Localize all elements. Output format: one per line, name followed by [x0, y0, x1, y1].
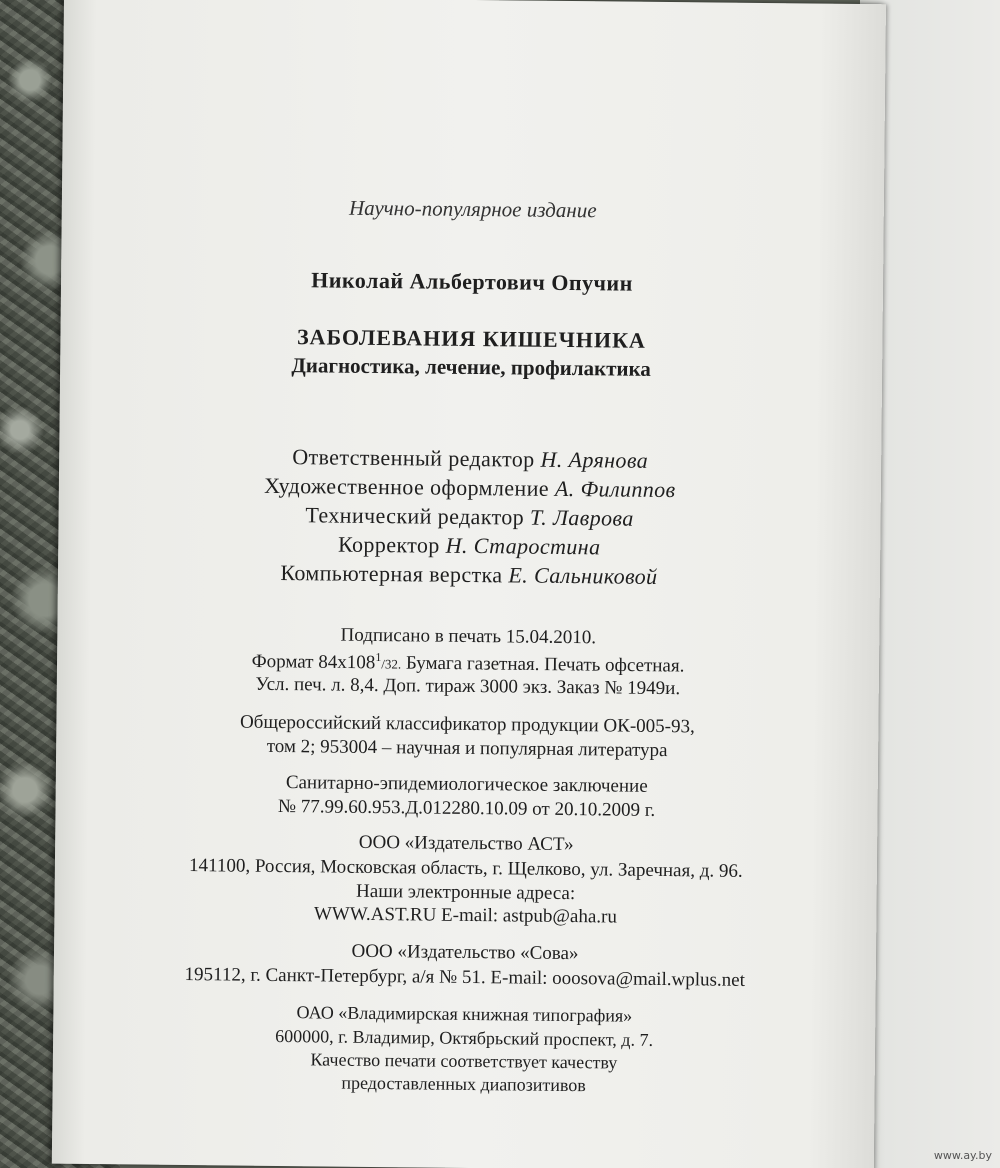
credit-name: Е. Сальниковой	[508, 562, 658, 589]
format-prefix: Формат 84х108	[251, 651, 376, 674]
sanitary-line2: № 77.99.60.953.Д.012280.10.09 от 20.10.2009 г.	[277, 795, 656, 821]
credit-role: Ответственный редактор	[292, 444, 535, 472]
credit-artist	[59, 473, 881, 504]
book-title: ЗАБОЛЕВАНИЯ КИШЕЧНИКА	[296, 324, 647, 353]
credit-name: А. Филиппов	[554, 475, 676, 503]
credit-name: Н. Арянова	[540, 446, 649, 473]
printer-address: 600000, г. Владимир, Октябрьский проспект, д. 7.	[275, 1025, 654, 1050]
publisher-sova-address: 195112, г. Санкт-Петербург, а/я № 51. E-mail: ooosova@mail.wplus.net	[184, 964, 746, 991]
credit-name: Т. Лаврова	[529, 504, 634, 531]
credit-role: Художественное оформление	[264, 472, 550, 501]
print-quality-line1: Качество печати соответствует качеству	[310, 1049, 618, 1073]
publisher-ast-emails-label: Наши электронные адреса:	[355, 880, 576, 905]
credit-editor	[59, 444, 881, 475]
imprint-content	[64, 0, 886, 1096]
book-subtitle: Диагностика, лечение, профилактика	[291, 353, 651, 381]
format-sup: 1	[375, 649, 382, 665]
credit-name: Н. Старостина	[445, 532, 601, 560]
publisher-ast-name: ООО «Издательство АСТ»	[358, 831, 574, 856]
classifier-line2: том 2; 953004 – научная и популярная литература	[266, 735, 668, 762]
watermark-text: www.ay.by	[933, 1149, 992, 1162]
publisher-sova-name: ООО «Издательство «Сова»	[351, 940, 579, 965]
author-name: Николай Альбертович Опучин	[311, 267, 634, 296]
book-page	[52, 0, 886, 1168]
credit-role: Компьютерная верстка	[280, 559, 503, 588]
publisher-ast-web: WWW.AST.RU E-mail: astpub@aha.ru	[313, 903, 617, 928]
credit-tech-editor	[58, 502, 880, 533]
printer-name: ОАО «Владимирская книжная типография»	[296, 1002, 633, 1026]
credit-layout	[58, 560, 880, 591]
signed-date: Подписано в печать 15.04.2010.	[340, 624, 597, 649]
format-rest: Бумага газетная. Печать офсетная.	[401, 652, 685, 677]
print-quality-line2: предоставленных диапозитивов	[341, 1072, 586, 1096]
credit-proofreader	[58, 531, 880, 562]
sanitary-line1: Санитарно-эпидемиологическое заключение	[285, 772, 648, 797]
classifier-line1: Общероссийский классификатор продукции ОК-005-93,	[239, 711, 695, 738]
edition-type: Научно-популярное издание	[348, 195, 597, 223]
publisher-ast-address: 141100, Россия, Московская область, г. Щелково, ул. Заречная, д. 96.	[188, 855, 743, 882]
format-sub: /32.	[381, 656, 402, 672]
volume-line: Усл. печ. л. 8,4. Доп. тираж 3000 экз. Заказ № 1949и.	[255, 673, 681, 700]
credit-role: Корректор	[337, 531, 440, 558]
credit-role: Технический редактор	[305, 502, 525, 530]
